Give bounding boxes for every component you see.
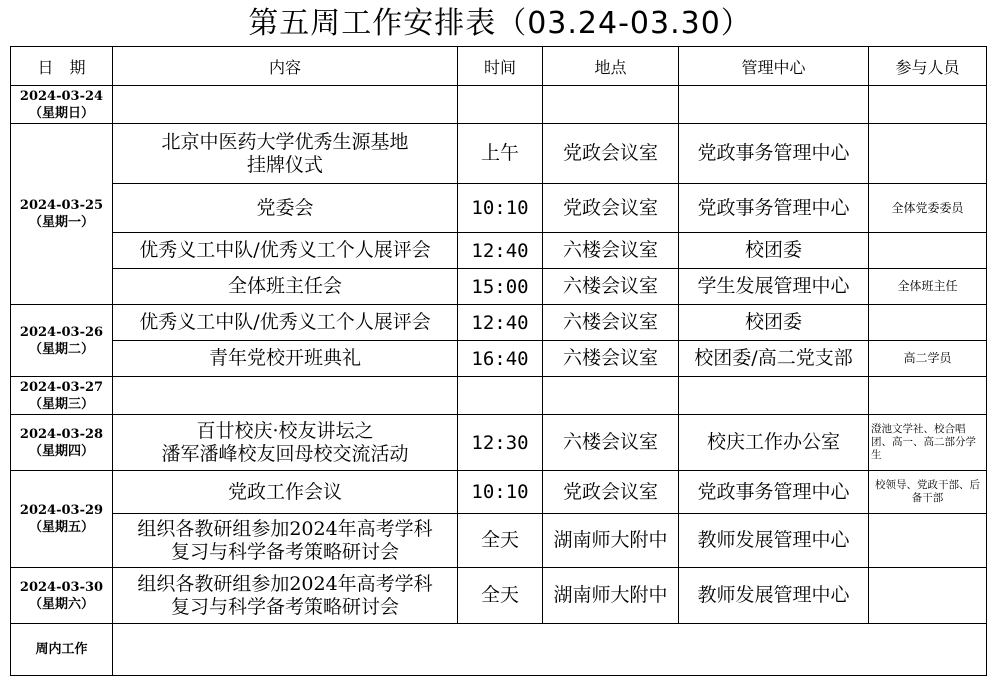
time-cell: 10:10: [458, 184, 543, 233]
center-cell: 党政事务管理中心: [679, 471, 869, 514]
table-row: [11, 305, 987, 341]
date-text: 2024-03-27: [19, 379, 104, 395]
content-cell: 党委会: [113, 184, 458, 233]
table-row: [11, 514, 987, 568]
center-cell: 教师发展管理中心: [679, 568, 869, 624]
content-cell: 组织各教研组参加2024年高考学科 复习与科学备考策略研讨会: [113, 568, 458, 624]
table-row: [11, 471, 987, 514]
weekday-text: （星期四）: [28, 443, 94, 459]
table-row: [11, 568, 987, 624]
time-cell: 12:30: [458, 415, 543, 471]
participants-cell: [869, 233, 987, 269]
header-time: 时间: [458, 47, 543, 86]
weekday-text: （星期二）: [28, 341, 94, 357]
date-cell: [11, 415, 113, 471]
place-cell: 党政会议室: [543, 184, 679, 233]
header-participants: 参与人员: [869, 47, 987, 86]
time-cell: 12:40: [458, 305, 543, 341]
content-cell: 百廿校庆·校友讲坛之 潘军潘峰校友回母校交流活动: [113, 415, 458, 471]
table-row: [11, 86, 987, 124]
date-text: 2024-03-25: [19, 198, 104, 213]
page-title: 第五周工作安排表（03.24-03.30）: [248, 6, 752, 41]
date-text: 2024-03-28: [19, 426, 104, 442]
participants-cell: 全体班主任: [869, 269, 987, 305]
header-row: [11, 47, 987, 86]
date-text: 2024-03-30: [19, 579, 104, 595]
table-row: [11, 377, 987, 415]
date-text: 2024-03-26: [19, 324, 104, 340]
content-cell: 优秀义工中队/优秀义工个人展评会: [113, 233, 458, 269]
weekly-row: [11, 624, 987, 676]
time-cell: 上午: [458, 124, 543, 184]
date-cell: [11, 471, 113, 568]
header-content: 内容: [113, 47, 458, 86]
center-cell: 教师发展管理中心: [679, 514, 869, 568]
weekday-text: （星期一）: [28, 215, 94, 230]
center-cell: 党政事务管理中心: [679, 184, 869, 233]
participants-cell: 校领导、党政干部、后备干部: [869, 471, 987, 514]
weekday-text: （星期五）: [28, 520, 94, 535]
place-cell: 六楼会议室: [543, 233, 679, 269]
time-cell: 15:00: [458, 269, 543, 305]
weekly-content: [113, 624, 987, 676]
date-cell: [11, 568, 113, 624]
place-cell: 六楼会议室: [543, 305, 679, 341]
content-cell: 党政工作会议: [113, 471, 458, 514]
header-center: 管理中心: [679, 47, 869, 86]
center-cell: 党政事务管理中心: [679, 124, 869, 184]
table-row: [11, 269, 987, 305]
time-cell: 全天: [458, 514, 543, 568]
participants-cell: 高二学员: [869, 341, 987, 377]
place-cell: 党政会议室: [543, 124, 679, 184]
content-cell: 全体班主任会: [113, 269, 458, 305]
date-text: 2024-03-29: [19, 503, 104, 518]
weekday-text: （星期日）: [28, 105, 94, 121]
participants-cell: [869, 568, 987, 624]
participants-cell: 澄池文学社、校合唱团、高一、高二部分学生: [869, 415, 987, 471]
date-cell: [11, 86, 113, 124]
table-row: [11, 415, 987, 471]
table-row: [11, 124, 987, 184]
weekly-label: 周内工作: [11, 624, 113, 676]
table-row: [11, 184, 987, 233]
place-cell: 六楼会议室: [543, 269, 679, 305]
time-cell: 全天: [458, 568, 543, 624]
center-cell: 校团委/高二党支部: [679, 341, 869, 377]
time-cell: 16:40: [458, 341, 543, 377]
weekday-text: （星期六）: [28, 596, 94, 612]
date-text: 2024-03-24: [19, 88, 104, 104]
header-date: 日 期: [11, 47, 113, 86]
time-cell: 10:10: [458, 471, 543, 514]
content-cell: 优秀义工中队/优秀义工个人展评会: [113, 305, 458, 341]
date-cell: [11, 124, 113, 305]
place-cell: 湖南师大附中: [543, 514, 679, 568]
center-cell: 校团委: [679, 233, 869, 269]
participants-cell: [869, 514, 987, 568]
center-cell: 校庆工作办公室: [679, 415, 869, 471]
weekday-text: （星期三）: [28, 396, 94, 412]
time-cell: 12:40: [458, 233, 543, 269]
participants-cell: [869, 124, 987, 184]
center-cell: 学生发展管理中心: [679, 269, 869, 305]
place-cell: 湖南师大附中: [543, 568, 679, 624]
table-row: [11, 233, 987, 269]
center-cell: 校团委: [679, 305, 869, 341]
date-cell: [11, 305, 113, 377]
schedule-table: [10, 46, 987, 676]
participants-cell: 全体党委委员: [869, 184, 987, 233]
header-place: 地点: [543, 47, 679, 86]
place-cell: 六楼会议室: [543, 341, 679, 377]
content-cell: 青年党校开班典礼: [113, 341, 458, 377]
table-row: [11, 341, 987, 377]
place-cell: 六楼会议室: [543, 415, 679, 471]
place-cell: 党政会议室: [543, 471, 679, 514]
content-cell: 组织各教研组参加2024年高考学科 复习与科学备考策略研讨会: [113, 514, 458, 568]
participants-cell: [869, 305, 987, 341]
date-cell: [11, 377, 113, 415]
content-cell: 北京中医药大学优秀生源基地 挂牌仪式: [113, 124, 458, 184]
